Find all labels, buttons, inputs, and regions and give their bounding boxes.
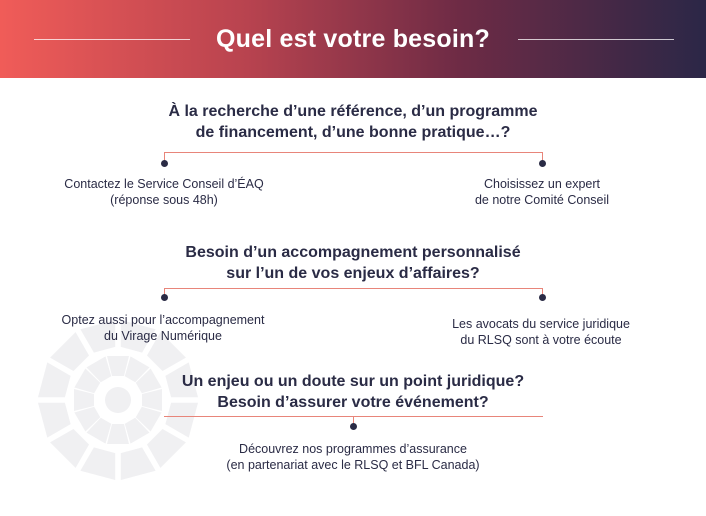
question-2-line-2: sur l’un de vos enjeux d’affaires? — [226, 265, 480, 282]
connector-2 — [164, 288, 543, 289]
header-banner — [0, 0, 706, 78]
connector-1-right-dot — [539, 160, 546, 167]
option-3-center-line-2: (en partenariat avec le RLSQ et BFL Canada) — [226, 458, 480, 472]
sunburst-ray — [50, 429, 89, 468]
option-3-center-line-1: Découvrez nos programmes d’assurance — [239, 442, 467, 456]
question-2-line-1: Besoin d’un accompagnement personnalisé — [185, 244, 521, 261]
connector-3-dot — [350, 423, 357, 430]
question-3-line-2: Besoin d’assurer votre événement? — [217, 394, 489, 411]
option-3-center — [203, 441, 503, 473]
option-2-right-line-1: Les avocats du service juridique — [452, 317, 630, 331]
question-3 — [0, 371, 706, 413]
connector-1-left-dot — [161, 160, 168, 167]
option-1-right-line-1: Choisissez un expert — [483, 177, 601, 191]
option-1-left — [44, 176, 284, 208]
page-title: Quel est votre besoin? — [216, 25, 490, 53]
option-2-left-line-1: Optez aussi pour l’accompagnement — [61, 313, 265, 327]
question-3-line-1: Un enjeu ou un doute sur un point juridique? — [181, 373, 525, 390]
option-1-left-line-1: Contactez le Service Conseil d’ÉAQ — [64, 177, 264, 191]
connector-2-right-dot — [539, 294, 546, 301]
option-2-right — [435, 316, 647, 348]
option-1-right-line-2: de notre Comité Conseil — [474, 193, 610, 207]
connector-2-left-dot — [161, 294, 168, 301]
sunburst-ray — [107, 424, 129, 444]
option-2-left — [58, 312, 268, 344]
question-1-line-2: de financement, d’une bonne pratique…? — [195, 124, 511, 141]
sunburst-ray — [121, 447, 156, 480]
sunburst-ray — [147, 429, 186, 468]
question-1-line-1: À la recherche d’une référence, d’un programme — [168, 103, 538, 120]
sunburst-ray — [80, 447, 115, 480]
connector-1 — [164, 152, 543, 153]
question-1 — [0, 101, 706, 143]
question-2 — [0, 242, 706, 284]
option-2-right-line-2: du RLSQ sont à votre écoute — [460, 333, 622, 347]
option-2-left-line-2: du Virage Numérique — [104, 329, 222, 343]
option-1-left-line-2: (réponse sous 48h) — [110, 193, 218, 207]
option-1-right — [452, 176, 632, 208]
